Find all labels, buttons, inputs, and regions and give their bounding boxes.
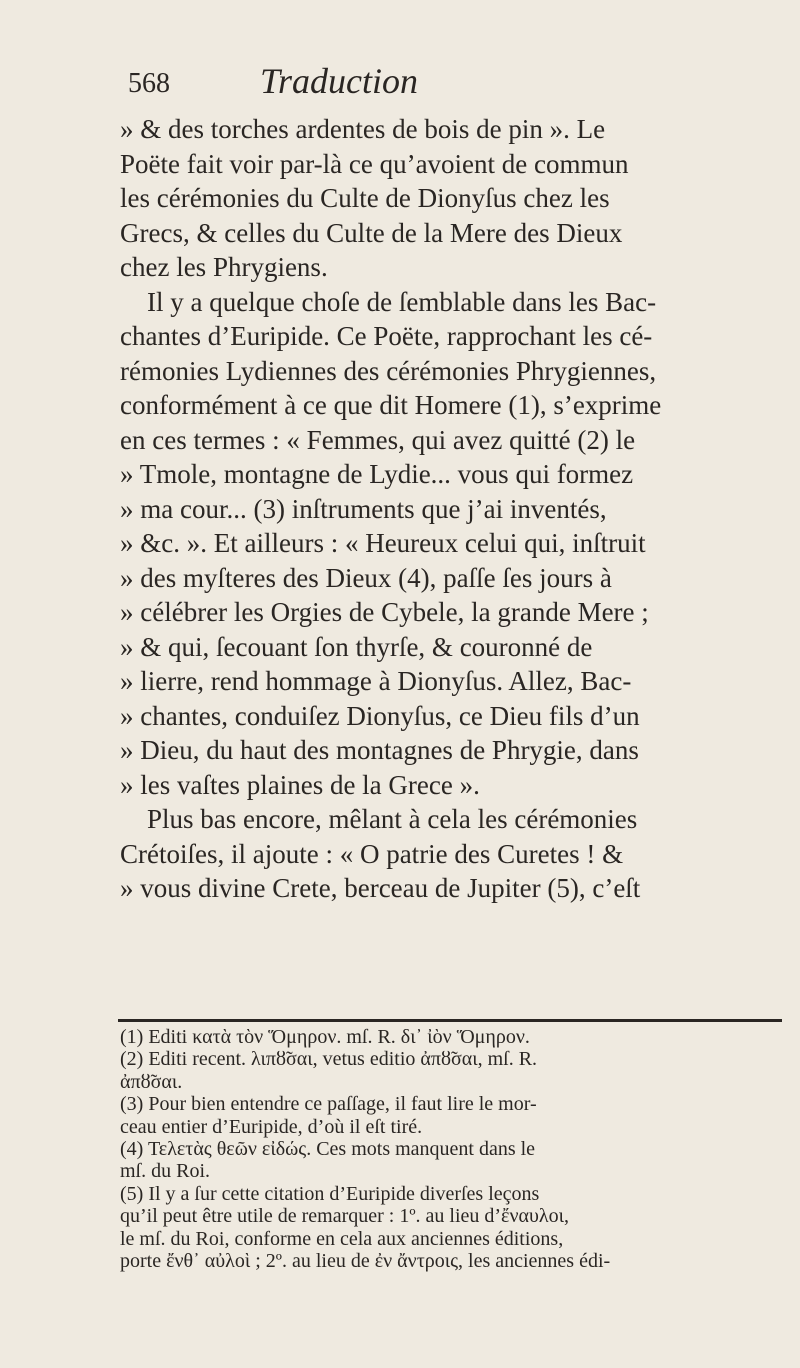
footnote-line: ἀπȣ̃σαι. [120,1070,183,1093]
text-line: » Tmole, montagne de Lydie... vous qui formez [120,459,634,489]
body-text [120,112,780,906]
running-title: Traduction [260,61,419,101]
footnote-line: qu’il peut être utile de remarquer : 1º. au lieu d’ἔναυλοι, [120,1205,569,1228]
text-line: » & qui, ſecouant ſon thyrſe, & couronné de [120,631,593,662]
text-line: » des myſteres des Dieux (4), paſſe ſes jours à [120,562,612,593]
text-line: chantes d’Euripide. Ce Poëte, rapprochant les cé- [120,321,653,351]
footnote-line: mſ. du Roi. [120,1160,211,1183]
footnotes [120,1026,784,1272]
text-line: chez les Phrygiens. [120,252,328,282]
text-line: Grecs, & celles du Culte de la Mere des Dieux [120,217,623,248]
footnote-line: (1) Editi κατὰ τὸν Ὅμηρον. mſ. R. δι᾽ ἰὸν Ὅμηρον. [120,1026,530,1048]
text-line: » ma cour... (3) inſtruments que j’ai inventés, [120,493,607,524]
text-line: » lierre, rend hommage à Dionyſus. Allez, Bac- [120,666,632,696]
footnote-line: (4) Τελετὰς θεῶν εἰδώς. Ces mots manquent dans le [120,1137,536,1160]
footnote-line: ceau entier d’Euripide, d’où il eſt tiré. [120,1115,423,1138]
text-line: » &c. ». Et ailleurs : « Heureux celui qui, inſtruit [120,528,646,558]
text-line: » les vaſtes plaines de la Grece ». [120,769,480,800]
footnote-line: (2) Editi recent. λιπȣ̃σαι, vetus editio ἀπȣ̃σαι, mſ. R. [120,1048,538,1071]
footnote-line: (5) Il y a ſur cette citation d’Euripide diverſes leçons [120,1182,540,1205]
text-line: » vous divine Crete, berceau de Jupiter (5), c’eſt [120,873,641,903]
page-header [128,60,760,104]
page-number: 568 [128,68,170,99]
footnote-line: porte ἔνθ᾽ αὐλοὶ ; 2º. au lieu de ἐν ἄντροις, les anciennes édi- [120,1249,611,1272]
text-line: » Dieu, du haut des montagnes de Phrygie, dans [120,735,639,765]
footnote-line: (3) Pour bien entendre ce paſſage, il faut lire le mor- [120,1093,537,1116]
text-line: Il y a quelque choſe de ſemblable dans les Bac- [120,286,657,317]
footnote-line: le mſ. du Roi, conforme en cela aux anciennes éditions, [120,1227,564,1250]
text-line: » & des torches ardentes de bois de pin ». Le [120,114,606,144]
text-line: rémonies Lydiennes des cérémonies Phrygiennes, [120,355,657,386]
text-line: Poëte fait voir par-là ce qu’avoient de commun [120,148,629,179]
footnote-separator [118,1019,782,1022]
text-line: » chantes, conduiſez Dionyſus, ce Dieu fils d’un [120,700,640,731]
text-line: » célébrer les Orgies de Cybele, la grande Mere ; [120,597,649,627]
text-line: conformément à ce que dit Homere (1), s’exprime [120,390,662,420]
text-line: Crétoiſes, il ajoute : « O patrie des Curetes ! & [120,838,624,869]
text-line: les cérémonies du Culte de Dionyſus chez les [120,183,610,213]
text-line: Plus bas encore, mêlant à cela les cérémonies [120,804,638,834]
text-line: en ces termes : « Femmes, qui avez quitté (2) le [120,424,636,455]
